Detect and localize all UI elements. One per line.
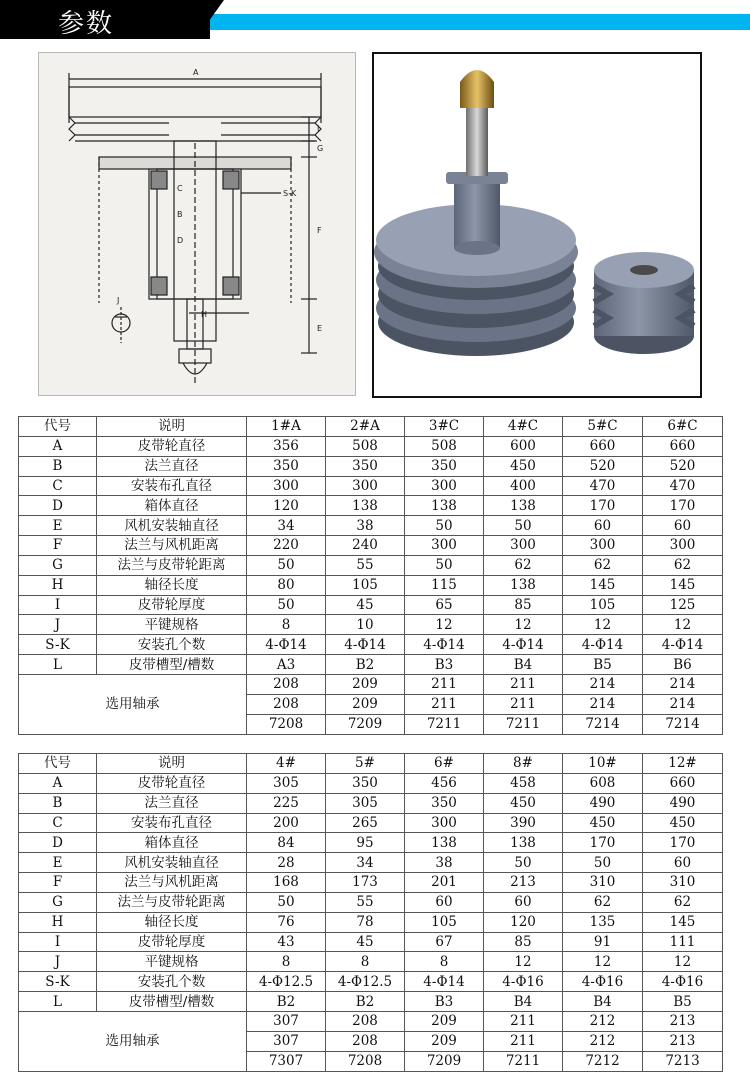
drawing-label-g: G [317, 144, 324, 153]
cell-value: 138 [326, 496, 405, 516]
table-row [19, 635, 723, 655]
bearing-value: 211 [484, 1031, 563, 1051]
cell-value: 390 [484, 813, 563, 833]
bearing-value: 208 [247, 694, 326, 714]
cell-value: B5 [643, 992, 723, 1012]
header-model: 12# [643, 754, 723, 774]
cell-value: 50 [247, 555, 326, 575]
cell-value: 12 [643, 952, 723, 972]
cell-value: 62 [563, 555, 643, 575]
cell-value: 105 [405, 912, 484, 932]
cell-description: 风机安装轴直径 [97, 516, 247, 536]
cell-value: 138 [405, 833, 484, 853]
cell-value: 350 [405, 793, 484, 813]
header-model: 3#C [405, 417, 484, 437]
cell-value: 135 [563, 912, 643, 932]
cell-description: 安装布孔直径 [97, 813, 247, 833]
header-model: 5# [326, 754, 405, 774]
cell-value: 12 [643, 615, 723, 635]
header-code: 代号 [19, 417, 97, 437]
cell-description: 皮带槽型/槽数 [97, 655, 247, 675]
cell-value: 600 [484, 436, 563, 456]
cell-value: 45 [326, 932, 405, 952]
cell-code: H [19, 575, 97, 595]
cell-value: B6 [643, 655, 723, 675]
header-model: 2#A [326, 417, 405, 437]
cell-value: 660 [643, 773, 723, 793]
bearing-value: 7211 [484, 714, 563, 734]
bearing-value: 208 [326, 1011, 405, 1031]
cell-description: 法兰与风机距离 [97, 873, 247, 893]
table-row [19, 853, 723, 873]
bearing-value: 209 [326, 674, 405, 694]
cell-value: 138 [405, 496, 484, 516]
cell-value: 608 [563, 773, 643, 793]
cell-description: 箱体直径 [97, 833, 247, 853]
cell-value: 138 [484, 496, 563, 516]
cell-value: 660 [563, 436, 643, 456]
bearing-value: 7211 [405, 714, 484, 734]
cell-value: 12 [563, 952, 643, 972]
cell-code: D [19, 496, 97, 516]
cell-code: S-K [19, 635, 97, 655]
cell-value: 34 [247, 516, 326, 536]
bearing-value: 7214 [563, 714, 643, 734]
table-row [19, 655, 723, 675]
cell-value: 105 [326, 575, 405, 595]
cell-value: 85 [484, 595, 563, 615]
cell-value: 95 [326, 833, 405, 853]
cell-code: G [19, 892, 97, 912]
bearing-value: 7214 [643, 714, 723, 734]
bearing-value: 212 [563, 1031, 643, 1051]
table-row [19, 833, 723, 853]
table-row [19, 536, 723, 556]
cell-value: 4-Φ16 [563, 972, 643, 992]
bearing-value: 307 [247, 1011, 326, 1031]
cell-value: 4-Φ12.5 [247, 972, 326, 992]
cell-value: 78 [326, 912, 405, 932]
cell-value: 350 [326, 773, 405, 793]
cell-value: 450 [563, 813, 643, 833]
cell-value: 300 [643, 536, 723, 556]
cell-value: 120 [484, 912, 563, 932]
cell-value: 400 [484, 476, 563, 496]
cell-value: 50 [563, 853, 643, 873]
bearing-value: 211 [484, 674, 563, 694]
cell-value: B5 [563, 655, 643, 675]
bearing-value: 214 [643, 674, 723, 694]
cell-code: F [19, 873, 97, 893]
cell-value: 310 [563, 873, 643, 893]
drawing-label-h: H [201, 310, 208, 319]
header-model: 6#C [643, 417, 723, 437]
header-model: 4#C [484, 417, 563, 437]
table-row [19, 555, 723, 575]
header-model: 6# [405, 754, 484, 774]
cell-value: 200 [247, 813, 326, 833]
cell-value: 213 [484, 873, 563, 893]
bearing-value: 214 [643, 694, 723, 714]
drawing-label-j: J [117, 296, 120, 305]
drawing-label-a: A [193, 68, 199, 77]
table-row [19, 595, 723, 615]
cell-value: 105 [563, 595, 643, 615]
cell-value: 62 [484, 555, 563, 575]
cell-code: F [19, 536, 97, 556]
cell-value: 4-Φ14 [326, 635, 405, 655]
cell-value: 62 [643, 555, 723, 575]
bearing-row [19, 1011, 723, 1031]
cell-value: 80 [247, 575, 326, 595]
cell-value: 265 [326, 813, 405, 833]
bearing-row [19, 674, 723, 694]
cell-value: 170 [563, 496, 643, 516]
bearing-value: 214 [563, 674, 643, 694]
cell-value: 60 [643, 853, 723, 873]
drawing-label-b: B [177, 210, 183, 219]
cell-value: 470 [563, 476, 643, 496]
cell-value: 520 [563, 456, 643, 476]
bearing-value: 209 [405, 1011, 484, 1031]
bearing-value: 209 [405, 1031, 484, 1051]
cell-value: 450 [484, 793, 563, 813]
bearing-label: 选用轴承 [19, 1011, 247, 1071]
cell-description: 安装孔个数 [97, 635, 247, 655]
cell-description: 皮带轮直径 [97, 436, 247, 456]
cell-value: 12 [484, 615, 563, 635]
cell-value: 60 [484, 892, 563, 912]
bearing-value: 7209 [405, 1051, 484, 1071]
cell-value: 300 [405, 536, 484, 556]
cell-value: 67 [405, 932, 484, 952]
header-model: 8# [484, 754, 563, 774]
cell-value: 508 [405, 436, 484, 456]
cell-value: 4-Φ14 [484, 635, 563, 655]
cell-value: B4 [484, 655, 563, 675]
header-code: 代号 [19, 754, 97, 774]
cell-value: 450 [484, 456, 563, 476]
cell-value: 201 [405, 873, 484, 893]
cell-value: 50 [405, 555, 484, 575]
cell-value: 28 [247, 853, 326, 873]
bearing-value: 307 [247, 1031, 326, 1051]
cell-value: 38 [326, 516, 405, 536]
cell-value: 356 [247, 436, 326, 456]
product-photo [372, 52, 702, 398]
cell-value: 10 [326, 615, 405, 635]
bearing-value: 212 [563, 1011, 643, 1031]
cell-value: 50 [484, 853, 563, 873]
drawing-label-d: D [177, 236, 184, 245]
table-row [19, 496, 723, 516]
cell-code: G [19, 555, 97, 575]
cell-value: 300 [484, 536, 563, 556]
cell-value: 4-Φ12.5 [326, 972, 405, 992]
cell-value: 50 [247, 595, 326, 615]
cell-value: 4-Φ14 [247, 635, 326, 655]
cell-code: I [19, 932, 97, 952]
header-description: 说明 [97, 754, 247, 774]
table-row [19, 892, 723, 912]
header-accent-bar [178, 14, 750, 30]
cell-value: 115 [405, 575, 484, 595]
bearing-value: 7208 [326, 1051, 405, 1071]
cell-value: 145 [563, 575, 643, 595]
cell-description: 安装孔个数 [97, 972, 247, 992]
cell-value: 38 [405, 853, 484, 873]
cell-value: 470 [643, 476, 723, 496]
cell-value: 170 [643, 833, 723, 853]
cell-value: 50 [247, 892, 326, 912]
cell-code: E [19, 853, 97, 873]
cell-value: 145 [643, 575, 723, 595]
cell-value: 220 [247, 536, 326, 556]
cell-value: 450 [643, 813, 723, 833]
bearing-value: 213 [643, 1011, 723, 1031]
cell-value: 45 [326, 595, 405, 615]
cell-code: L [19, 655, 97, 675]
cell-description: 法兰直径 [97, 456, 247, 476]
cell-code: A [19, 773, 97, 793]
cell-value: 60 [563, 516, 643, 536]
cell-code: J [19, 615, 97, 635]
table-row [19, 436, 723, 456]
cell-value: 458 [484, 773, 563, 793]
cell-code: S-K [19, 972, 97, 992]
cell-value: 145 [643, 912, 723, 932]
cell-value: 300 [563, 536, 643, 556]
cell-value: 508 [326, 436, 405, 456]
bearing-value: 7307 [247, 1051, 326, 1071]
cell-value: 170 [643, 496, 723, 516]
cell-code: I [19, 595, 97, 615]
cell-description: 安装布孔直径 [97, 476, 247, 496]
cell-value: 8 [247, 952, 326, 972]
table-row [19, 773, 723, 793]
cell-code: D [19, 833, 97, 853]
cell-description: 皮带轮厚度 [97, 595, 247, 615]
cell-code: C [19, 476, 97, 496]
technical-drawing [38, 52, 356, 396]
cell-value: 456 [405, 773, 484, 793]
table-row [19, 992, 723, 1012]
cell-value: 8 [405, 952, 484, 972]
cell-value: 84 [247, 833, 326, 853]
cell-value: 65 [405, 595, 484, 615]
header-model: 4# [247, 754, 326, 774]
spec-table-2 [18, 753, 723, 1072]
cell-description: 平键规格 [97, 952, 247, 972]
cell-value: 300 [405, 476, 484, 496]
cell-value: 85 [484, 932, 563, 952]
cell-value: 300 [247, 476, 326, 496]
cell-value: 300 [326, 476, 405, 496]
table-row [19, 952, 723, 972]
section-header [0, 0, 750, 39]
drawing-label-f: F [317, 226, 322, 235]
cell-value: 8 [326, 952, 405, 972]
cell-value: 310 [643, 873, 723, 893]
cell-value: 660 [643, 436, 723, 456]
cell-value: 240 [326, 536, 405, 556]
cell-value: 76 [247, 912, 326, 932]
cell-value: 170 [563, 833, 643, 853]
cell-description: 轴径长度 [97, 575, 247, 595]
cell-value: 4-Φ14 [643, 635, 723, 655]
cell-value: 490 [643, 793, 723, 813]
cell-value: B2 [326, 655, 405, 675]
spec-table-1 [18, 416, 723, 735]
cell-value: 50 [484, 516, 563, 536]
bearing-value: 7212 [563, 1051, 643, 1071]
cell-value: 55 [326, 892, 405, 912]
cell-value: 168 [247, 873, 326, 893]
cell-value: A3 [247, 655, 326, 675]
cell-code: L [19, 992, 97, 1012]
table-row [19, 972, 723, 992]
cell-value: 4-Φ14 [405, 972, 484, 992]
cell-description: 皮带轮厚度 [97, 932, 247, 952]
cell-description: 皮带槽型/槽数 [97, 992, 247, 1012]
table-row [19, 456, 723, 476]
bearing-label: 选用轴承 [19, 674, 247, 734]
cell-value: 4-Φ14 [563, 635, 643, 655]
table-row [19, 793, 723, 813]
bearing-value: 213 [643, 1031, 723, 1051]
cell-value: 490 [563, 793, 643, 813]
cell-value: 12 [405, 615, 484, 635]
header-model: 1#A [247, 417, 326, 437]
cell-value: 305 [326, 793, 405, 813]
cell-code: E [19, 516, 97, 536]
cell-value: 225 [247, 793, 326, 813]
header-slant [196, 0, 224, 39]
cell-value: 12 [563, 615, 643, 635]
cell-description: 风机安装轴直径 [97, 853, 247, 873]
pulley-cross-section-diagram [39, 53, 355, 395]
cell-value: 50 [405, 516, 484, 536]
cell-value: 138 [484, 575, 563, 595]
cell-value: 43 [247, 932, 326, 952]
cell-code: J [19, 952, 97, 972]
cell-value: 125 [643, 595, 723, 615]
cell-value: 138 [484, 833, 563, 853]
cell-value: 60 [405, 892, 484, 912]
bearing-value: 211 [405, 694, 484, 714]
bearing-value: 7211 [484, 1051, 563, 1071]
drawing-label-e: E [317, 324, 323, 333]
cell-description: 法兰直径 [97, 793, 247, 813]
cell-value: B2 [326, 992, 405, 1012]
bearing-value: 208 [326, 1031, 405, 1051]
bearing-value: 7209 [326, 714, 405, 734]
cell-value: 91 [563, 932, 643, 952]
cell-description: 法兰与皮带轮距离 [97, 892, 247, 912]
cell-value: 4-Φ16 [484, 972, 563, 992]
cell-value: 300 [405, 813, 484, 833]
cell-value: 520 [643, 456, 723, 476]
cell-value: 4-Φ14 [405, 635, 484, 655]
pulley-product-illustration [374, 54, 700, 396]
cell-value: 305 [247, 773, 326, 793]
cell-value: 62 [643, 892, 723, 912]
cell-value: 350 [247, 456, 326, 476]
cell-code: B [19, 456, 97, 476]
cell-value: B4 [484, 992, 563, 1012]
bearing-value: 214 [563, 694, 643, 714]
cell-description: 箱体直径 [97, 496, 247, 516]
bearing-value: 208 [247, 674, 326, 694]
page-title: 参数 [58, 9, 115, 39]
bearing-value: 211 [484, 694, 563, 714]
cell-code: B [19, 793, 97, 813]
bearing-value: 211 [405, 674, 484, 694]
cell-code: A [19, 436, 97, 456]
drawing-label-c: C [177, 184, 183, 193]
cell-description: 法兰与皮带轮距离 [97, 555, 247, 575]
header-model: 5#C [563, 417, 643, 437]
table-header-row [19, 754, 723, 774]
cell-value: 60 [643, 516, 723, 536]
bearing-value: 7213 [643, 1051, 723, 1071]
bearing-value: 7208 [247, 714, 326, 734]
drawing-label-s-k: S-K [283, 189, 297, 198]
drawing-label-i: I [317, 124, 320, 133]
table-row [19, 813, 723, 833]
cell-description: 法兰与风机距离 [97, 536, 247, 556]
cell-description: 平键规格 [97, 615, 247, 635]
cell-code: C [19, 813, 97, 833]
table-row [19, 615, 723, 635]
cell-value: B3 [405, 655, 484, 675]
header-description: 说明 [97, 417, 247, 437]
cell-value: B3 [405, 992, 484, 1012]
cell-description: 轴径长度 [97, 912, 247, 932]
table-row [19, 476, 723, 496]
cell-value: B2 [247, 992, 326, 1012]
cell-code: H [19, 912, 97, 932]
bearing-value: 211 [484, 1011, 563, 1031]
cell-value: 8 [247, 615, 326, 635]
table-row [19, 873, 723, 893]
cell-description: 皮带轮直径 [97, 773, 247, 793]
cell-value: 120 [247, 496, 326, 516]
cell-value: B4 [563, 992, 643, 1012]
cell-value: 34 [326, 853, 405, 873]
table-row [19, 912, 723, 932]
table-row [19, 932, 723, 952]
bearing-value: 209 [326, 694, 405, 714]
table-row [19, 516, 723, 536]
cell-value: 12 [484, 952, 563, 972]
cell-value: 4-Φ16 [643, 972, 723, 992]
header-model: 10# [563, 754, 643, 774]
cell-value: 173 [326, 873, 405, 893]
cell-value: 350 [326, 456, 405, 476]
cell-value: 62 [563, 892, 643, 912]
table-header-row [19, 417, 723, 437]
cell-value: 350 [405, 456, 484, 476]
cell-value: 111 [643, 932, 723, 952]
cell-value: 55 [326, 555, 405, 575]
table-row [19, 575, 723, 595]
